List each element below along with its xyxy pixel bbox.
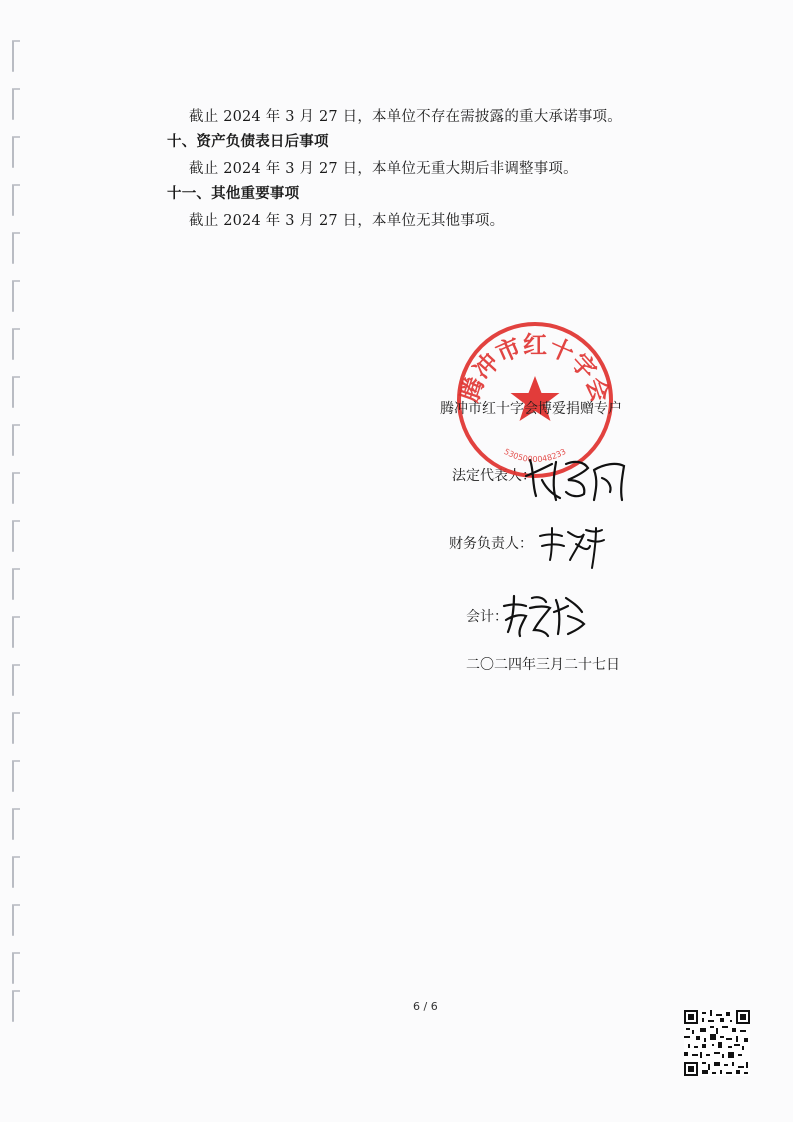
seal-text: 腾冲市红十字会 xyxy=(455,330,615,406)
qr-code xyxy=(684,1010,750,1076)
page-number: 6 / 6 xyxy=(413,1000,438,1013)
other-matters-paragraph: 截止 2024 年 3 月 27 日，本单位无其他事项。 xyxy=(189,213,505,229)
accountant-signature xyxy=(498,590,588,640)
subsequent-events-paragraph: 截止 2024 年 3 月 27 日，本单位无重大期后非调整事项。 xyxy=(189,161,578,177)
section-heading-subsequent-events: 十、资产负债表日后事项 xyxy=(167,134,329,150)
organization-name: 腾冲市红十字会博爱捐赠专户 xyxy=(440,401,622,417)
seal-code: 5305000048233 xyxy=(502,446,568,464)
commitments-paragraph: 截止 2024 年 3 月 27 日，本单位不存在需披露的重大承诺事项。 xyxy=(189,109,622,125)
section-heading-other-matters: 十一、其他重要事项 xyxy=(167,186,300,202)
binding-marks xyxy=(12,40,26,1020)
signing-date: 二〇二四年三月二十七日 xyxy=(466,657,620,673)
finance-officer-label: 财务负责人： xyxy=(449,536,533,552)
legal-representative-label: 法定代表人： xyxy=(452,468,536,484)
finance-officer-signature xyxy=(536,522,606,572)
accountant-label: 会计： xyxy=(466,609,508,625)
legal-representative-signature xyxy=(522,450,632,505)
